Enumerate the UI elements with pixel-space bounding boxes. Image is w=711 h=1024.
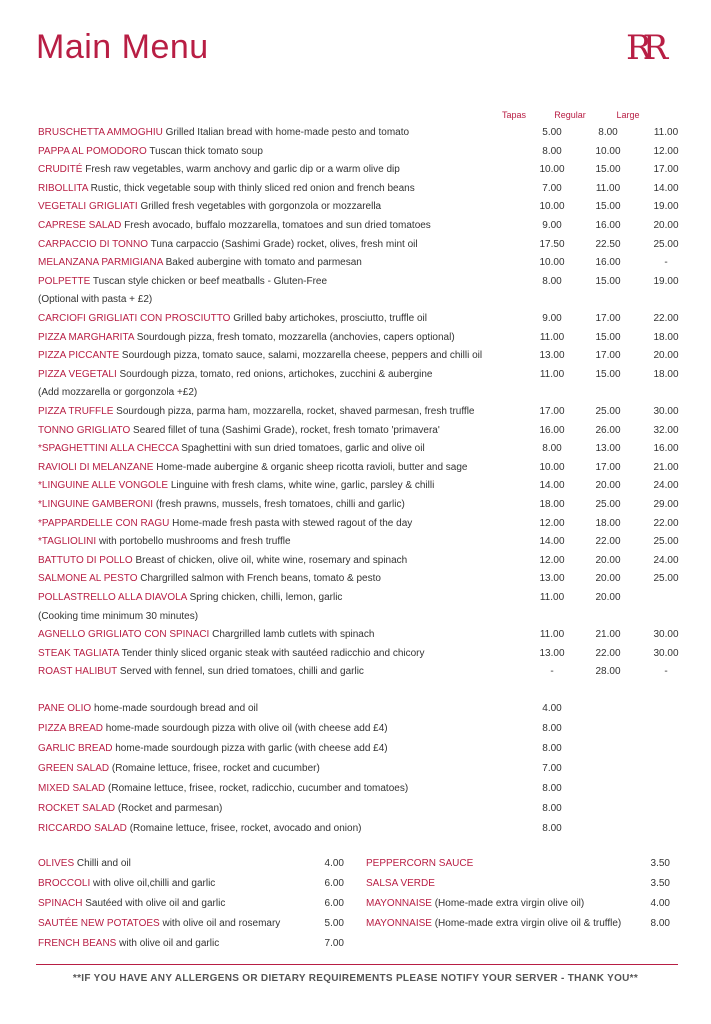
item-description: (Home-made extra virgin olive oil & truffle)	[434, 918, 622, 929]
price-tapas: 18.00	[539, 499, 565, 510]
item-description: Baked aubergine with tomato and parmesan	[165, 257, 362, 269]
item-name: PIZZA PICCANTE	[38, 350, 120, 362]
side-item	[38, 875, 348, 893]
price-large: 17.00	[653, 164, 679, 176]
item-name: SAUTÉE NEW POTATOES	[38, 918, 160, 929]
menu-item	[38, 329, 678, 347]
item-name: PEPPERCORN SAUCE	[366, 858, 474, 869]
item-description: (Rocket and parmesan)	[117, 803, 223, 814]
price-regular: 13.00	[595, 443, 621, 455]
item-description: Tuscan thick tomato soup	[149, 145, 263, 157]
item-description: (fresh prawns, mussels, fresh tomatoes, chilli and garlic)	[155, 499, 405, 510]
price-large: -	[664, 666, 668, 678]
menu-item	[38, 217, 678, 235]
item-description: Tender thinly sliced organic steak with sautéed radicchio and chicory	[121, 647, 425, 659]
price-regular: 25.00	[595, 499, 621, 510]
price-tapas: 13.00	[539, 573, 565, 585]
item-description: Sourdough pizza, tomato sauce, salami, mozzarella cheese, peppers and chilli oil	[121, 350, 483, 362]
price-tapas: 7.00	[542, 182, 562, 194]
menu-item	[38, 198, 678, 216]
menu-note	[38, 608, 678, 626]
item-description: Fresh raw vegetables, warm anchovy and garlic dip or a warm olive dip	[85, 164, 400, 176]
item-description: with portobello mushrooms and fresh truffle	[98, 536, 291, 548]
price-large: 21.00	[653, 461, 679, 473]
menu-item	[38, 347, 678, 365]
price-tapas: 13.00	[539, 647, 565, 659]
column-header-large: Large	[616, 110, 640, 120]
item-name: PIZZA BREAD	[38, 723, 104, 734]
footer-divider	[36, 964, 678, 965]
item-description: Grilled baby artichokes, prosciutto, truffle oil	[233, 313, 427, 324]
price-tapas: 14.00	[539, 480, 565, 492]
item-name: GARLIC BREAD	[38, 743, 113, 754]
item-name: BROCCOLI	[38, 878, 91, 889]
item-name: AGNELLO GRIGLIATO CON SPINACI	[38, 629, 210, 641]
price-regular: 17.00	[595, 461, 621, 473]
item-description: (Romaine lettuce, frisee, rocket and cucumber)	[111, 763, 320, 774]
price-regular: 26.00	[595, 424, 621, 436]
bread-salad-item	[38, 700, 678, 718]
item-name: PAPPA AL POMODORO	[38, 145, 147, 157]
item-description: Home-made fresh pasta with stewed ragout of the day	[172, 517, 413, 529]
item-name: CARCIOFI GRIGLIATI CON PROSCIUTTO	[38, 313, 231, 324]
side-item	[38, 895, 348, 913]
note-text: (Cooking time minimum 30 minutes)	[38, 610, 199, 622]
item-name: SALMONE AL PESTO	[38, 573, 138, 585]
price-large: 25.00	[653, 536, 679, 548]
price-tapas: 5.00	[542, 127, 562, 138]
price-regular: 16.00	[595, 220, 621, 231]
item-description: (Home-made extra virgin olive oil)	[434, 898, 585, 909]
item-description: Sourdough pizza, parma ham, mozzarella, rocket, shaved parmesan, fresh truffle	[116, 406, 475, 417]
item-name: MIXED SALAD	[38, 783, 106, 794]
item-name: RAVIOLI DI MELANZANE	[38, 461, 154, 473]
price-tapas: 13.00	[539, 350, 565, 362]
menu-item	[38, 403, 678, 421]
menu-item	[38, 552, 678, 570]
item-price: 4.00	[542, 703, 562, 714]
price-large: 30.00	[653, 629, 679, 641]
item-name: PIZZA MARGHARITA	[38, 331, 134, 343]
item-price: 8.00	[650, 918, 670, 929]
item-price: 4.00	[650, 898, 670, 909]
item-name: MAYONNAISE	[366, 898, 432, 909]
price-tapas: 11.00	[539, 331, 565, 343]
price-tapas: 10.00	[539, 164, 565, 176]
item-description: Grilled fresh vegetables with gorgonzola or mozzarella	[140, 201, 382, 213]
price-large: 11.00	[653, 127, 679, 138]
price-tapas: 10.00	[539, 257, 565, 269]
price-tapas: 9.00	[542, 313, 562, 324]
item-description: with olive oil,chilli and garlic	[93, 878, 216, 889]
side-item	[38, 935, 348, 953]
item-description: home-made sourdough pizza with garlic (with cheese add £4)	[115, 743, 388, 754]
price-regular: 15.00	[595, 201, 621, 213]
price-tapas: 11.00	[539, 629, 565, 641]
menu-item	[38, 570, 678, 588]
allergen-notice: **IF YOU HAVE ANY ALLERGENS OR DIETARY REQUIREMENTS PLEASE NOTIFY YOUR SERVER - THANK YOU**	[72, 973, 639, 984]
price-tapas: 12.00	[539, 517, 565, 529]
item-description: Sautéed with olive oil and garlic	[85, 898, 226, 909]
item-description: with olive oil and garlic	[119, 938, 220, 949]
price-tapas: 14.00	[539, 536, 565, 548]
item-description: Tuna carpaccio (Sashimi Grade) rocket, olives, fresh mint oil	[150, 238, 418, 250]
menu-item	[38, 440, 678, 458]
item-description: Rustic, thick vegetable soup with thinly sliced red onion and french beans	[90, 182, 415, 194]
price-tapas: 17.50	[539, 238, 565, 250]
price-large: 30.00	[653, 647, 679, 659]
menu-item	[38, 254, 678, 272]
page-title: Main Menu	[36, 28, 209, 66]
price-tapas: 16.00	[539, 424, 565, 436]
item-description: Tuscan style chicken or beef meatballs - Gluten-Free	[92, 275, 328, 287]
item-price: 6.00	[324, 878, 344, 889]
price-regular: 25.00	[595, 406, 621, 417]
side-item	[366, 915, 676, 933]
item-name: *TAGLIOLINI	[38, 536, 97, 548]
item-price: 7.00	[324, 938, 344, 949]
price-regular: 21.00	[595, 629, 621, 641]
item-description: home-made sourdough pizza with olive oil (with cheese add £4)	[105, 723, 388, 734]
price-regular: 15.00	[595, 368, 621, 380]
item-price: 8.00	[542, 823, 562, 834]
price-tapas: 12.00	[539, 554, 565, 566]
price-regular: 16.00	[595, 257, 621, 269]
item-name: RIBOLLITA	[38, 182, 88, 194]
item-name: PANE OLIO	[38, 703, 92, 714]
item-description: (Romaine lettuce, frisee, rocket, avocado and onion)	[129, 823, 362, 834]
price-regular: 20.00	[595, 573, 621, 585]
price-tapas: 8.00	[542, 145, 562, 157]
price-large: 19.00	[653, 275, 679, 287]
item-name: VEGETALI GRIGLIATI	[38, 201, 138, 213]
item-name: SPINACH	[38, 898, 83, 909]
price-tapas: 8.00	[542, 275, 562, 287]
price-regular: 15.00	[595, 164, 621, 176]
item-description: Served with fennel, sun dried tomatoes, chilli and garlic	[119, 666, 364, 678]
price-regular: 10.00	[595, 145, 621, 157]
item-description: Spaghettini with sun dried tomatoes, garlic and olive oil	[181, 443, 425, 455]
item-price: 8.00	[542, 803, 562, 814]
note-text: (Optional with pasta + £2)	[38, 294, 153, 306]
item-name: PIZZA TRUFFLE	[38, 406, 114, 417]
menu-item	[38, 180, 678, 198]
price-tapas: 9.00	[542, 220, 562, 231]
item-price: 8.00	[542, 723, 562, 734]
item-name: ROAST HALIBUT	[38, 666, 118, 678]
item-name: MELANZANA PARMIGIANA	[38, 257, 163, 269]
price-regular: 15.00	[595, 331, 621, 343]
item-description: with olive oil and rosemary	[162, 918, 281, 929]
item-name: STEAK TAGLIATA	[38, 647, 119, 659]
item-price: 4.00	[324, 858, 344, 869]
item-name: SALSA VERDE	[366, 878, 435, 889]
side-item	[38, 915, 348, 933]
item-price: 5.00	[324, 918, 344, 929]
side-item	[38, 855, 348, 873]
price-large: 16.00	[653, 443, 679, 455]
item-description: Chargrilled salmon with French beans, tomato & pesto	[140, 573, 381, 585]
item-name: CAPRESE SALAD	[38, 220, 122, 231]
price-large: 25.00	[653, 573, 679, 585]
logo: RR	[626, 28, 660, 68]
menu-item	[38, 236, 678, 254]
price-large: 24.00	[653, 480, 679, 492]
item-price: 8.00	[542, 743, 562, 754]
bread-salad-item	[38, 720, 678, 738]
item-description: Sourdough pizza, tomato, red onions, artichokes, zucchini & aubergine	[119, 368, 433, 380]
menu-item	[38, 422, 678, 440]
price-large: 20.00	[653, 220, 679, 231]
note-text: (Add mozzarella or gorgonzola +£2)	[38, 387, 198, 399]
item-name: ROCKET SALAD	[38, 803, 116, 814]
menu-item	[38, 477, 678, 495]
menu-item	[38, 161, 678, 179]
item-price: 3.50	[650, 878, 670, 889]
item-description: Grilled Italian bread with home-made pesto and tomato	[165, 127, 410, 138]
item-description: Sourdough pizza, fresh tomato, mozzarella (anchovies, capers optional)	[136, 331, 455, 343]
item-name: POLPETTE	[38, 275, 91, 287]
item-name: *LINGUINE GAMBERONI	[38, 499, 154, 510]
price-large: 29.00	[653, 499, 679, 510]
side-item	[366, 855, 676, 873]
menu-item	[38, 143, 678, 161]
item-name: PIZZA VEGETALI	[38, 368, 117, 380]
column-header-tapas: Tapas	[501, 110, 527, 120]
column-header-regular: Regular	[554, 110, 586, 120]
menu-item	[38, 366, 678, 384]
price-regular: 15.00	[595, 275, 621, 287]
bread-salad-item	[38, 780, 678, 798]
price-regular: 17.00	[595, 313, 621, 324]
menu-item	[38, 459, 678, 477]
menu-item	[38, 310, 678, 328]
item-description: home-made sourdough bread and oil	[93, 703, 258, 714]
item-name: OLIVES	[38, 858, 75, 869]
bread-salad-item	[38, 760, 678, 778]
item-description: Seared fillet of tuna (Sashimi Grade), rocket, fresh tomato 'primavera'	[133, 424, 440, 436]
item-name: BRUSCHETTA AMMOGHIU	[38, 127, 163, 138]
item-name: RICCARDO SALAD	[38, 823, 127, 834]
price-large: 18.00	[653, 331, 679, 343]
item-description: Home-made aubergine & organic sheep ricotta ravioli, butter and sage	[156, 461, 468, 473]
item-name: TONNO GRIGLIATO	[38, 424, 131, 436]
item-description: Chargrilled lamb cutlets with spinach	[212, 629, 375, 641]
item-name: CARPACCIO DI TONNO	[38, 238, 149, 250]
menu-item	[38, 533, 678, 551]
price-regular: 20.00	[595, 554, 621, 566]
item-name: CRUDITÉ	[38, 164, 83, 176]
item-price: 6.00	[324, 898, 344, 909]
price-large: 25.00	[653, 238, 679, 250]
price-large: 14.00	[653, 182, 679, 194]
price-large: -	[664, 257, 668, 269]
item-description: Chilli and oil	[76, 858, 131, 869]
item-description: (Romaine lettuce, frisee, rocket, radicchio, cucumber and tomatoes)	[108, 783, 409, 794]
item-name: MAYONNAISE	[366, 918, 432, 929]
price-regular: 20.00	[595, 592, 621, 603]
price-large: 22.00	[653, 313, 679, 324]
item-name: *PAPPARDELLE CON RAGU	[38, 517, 170, 529]
menu-item	[38, 645, 678, 663]
price-regular: 22.00	[595, 536, 621, 548]
item-name: *LINGUINE ALLE VONGOLE	[38, 480, 169, 492]
price-tapas: 10.00	[539, 201, 565, 213]
menu-item	[38, 515, 678, 533]
menu-item	[38, 496, 678, 514]
menu-item	[38, 273, 678, 291]
item-description: Linguine with fresh clams, white wine, garlic, parsley & chilli	[170, 480, 435, 492]
menu-note	[38, 291, 678, 309]
price-tapas: 17.00	[539, 406, 565, 417]
price-tapas: -	[550, 666, 554, 678]
item-description: Spring chicken, chilli, lemon, garlic	[189, 592, 343, 603]
price-regular: 17.00	[595, 350, 621, 362]
price-large: 30.00	[653, 406, 679, 417]
menu-item	[38, 663, 678, 681]
price-large: 22.00	[653, 517, 679, 529]
menu-item	[38, 626, 678, 644]
price-large: 18.00	[653, 368, 679, 380]
item-name: POLLASTRELLO ALLA DIAVOLA	[38, 592, 187, 603]
price-regular: 8.00	[598, 127, 618, 138]
price-tapas: 8.00	[542, 443, 562, 455]
price-large: 32.00	[653, 424, 679, 436]
bread-salad-item	[38, 740, 678, 758]
price-regular: 18.00	[595, 517, 621, 529]
item-name: BATTUTO DI POLLO	[38, 554, 133, 566]
menu-item	[38, 589, 678, 607]
price-regular: 22.00	[595, 647, 621, 659]
price-regular: 22.50	[595, 238, 621, 250]
bread-salad-item	[38, 800, 678, 818]
item-price: 7.00	[542, 763, 562, 774]
price-large: 20.00	[653, 350, 679, 362]
side-item	[366, 875, 676, 893]
menu-note	[38, 384, 678, 402]
price-tapas: 10.00	[539, 461, 565, 473]
bread-salad-item	[38, 820, 678, 838]
item-price: 8.00	[542, 783, 562, 794]
side-item	[366, 895, 676, 913]
price-large: 24.00	[653, 554, 679, 566]
item-description: Fresh avocado, buffalo mozzarella, tomatoes and sun dried tomatoes	[124, 220, 431, 231]
item-name: *SPAGHETTINI ALLA CHECCA	[38, 443, 179, 455]
item-description: Breast of chicken, olive oil, white wine, rosemary and spinach	[135, 554, 408, 566]
price-large: 12.00	[653, 145, 679, 157]
price-tapas: 11.00	[539, 368, 565, 380]
item-name: GREEN SALAD	[38, 763, 110, 774]
item-price: 3.50	[650, 858, 670, 869]
price-regular: 20.00	[595, 480, 621, 492]
price-regular: 11.00	[595, 182, 621, 194]
price-large: 19.00	[653, 201, 679, 213]
price-tapas: 11.00	[539, 592, 565, 603]
price-regular: 28.00	[595, 666, 621, 678]
menu-item	[38, 124, 678, 142]
item-name: FRENCH BEANS	[38, 938, 117, 949]
